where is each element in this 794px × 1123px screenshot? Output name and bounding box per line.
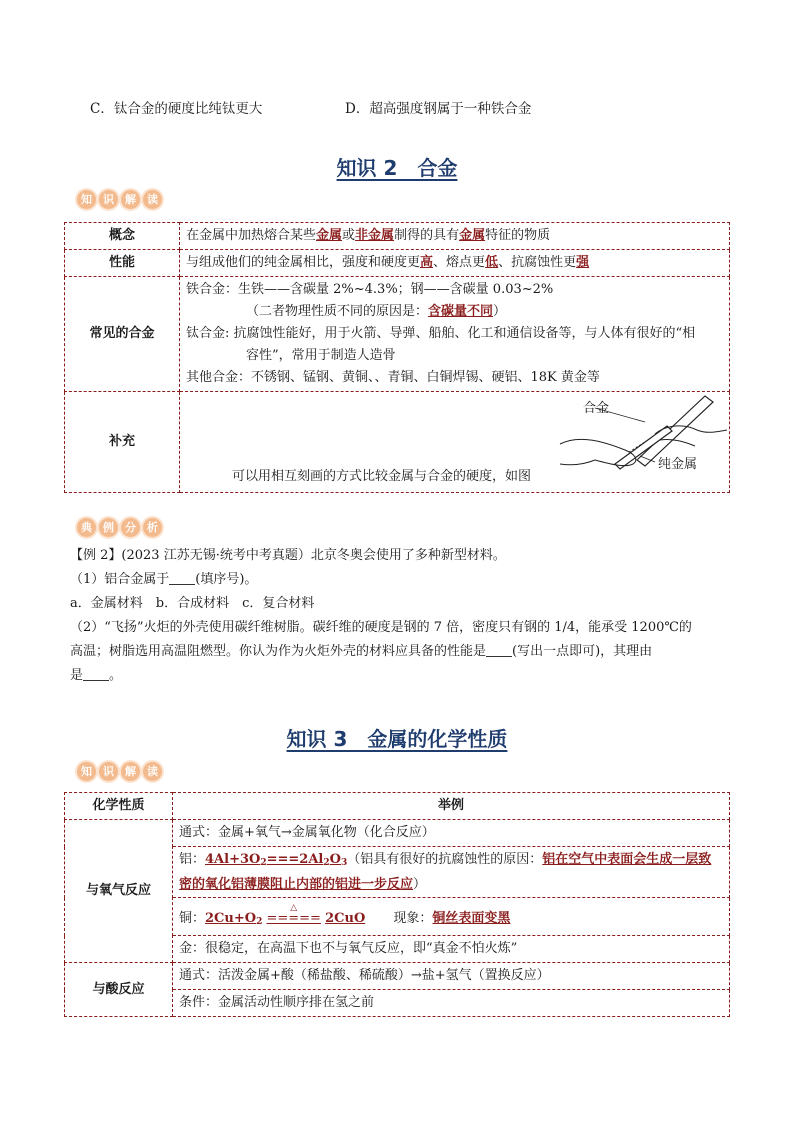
row-label: 常见的合金: [65, 277, 180, 392]
titanium-alloy-line-cont: 容性”，常用于制造人造骨: [246, 348, 396, 363]
badge-char: 典: [77, 518, 96, 537]
option-c: C．钛合金的硬度比纯钛更大: [90, 101, 263, 117]
table-header-row: [65, 793, 730, 820]
knowledge-badge: [77, 762, 162, 781]
section-heading-alloy: 知识 2 合金: [336, 156, 458, 180]
common-alloys-cell: [180, 277, 730, 392]
figure-label-alloy: 合金: [583, 401, 610, 416]
row-label: 补充: [65, 392, 180, 493]
property-cell: 与组成他们的纯金属相比，强度和硬度更高、熔点更低、抗腐蚀性更强: [180, 250, 730, 277]
other-alloys-line: 其他合金：不锈钢、锰钢、黄铜、、青铜、白铜焊锡、硬铝、18K 黄金等: [186, 370, 600, 385]
copper-cell: 铜：$2Cu+O_2$ △ ===== 2CuO 现象：铜丝表面变黑: [173, 898, 730, 936]
example-block: [70, 544, 730, 688]
knowledge-badge: [77, 190, 162, 209]
column-header: 化学性质: [65, 793, 173, 820]
acid-condition: 条件：金属活动性顺序排在氢之前: [173, 990, 730, 1017]
example-q1: （1）铝合金属于 (填序号)。: [70, 572, 258, 587]
badge-char: 例: [99, 518, 118, 537]
table-row: [65, 392, 730, 493]
example-q2-line3: 是 。: [70, 668, 123, 683]
example-badge: [77, 518, 162, 537]
badge-char: 析: [143, 518, 162, 537]
answer-blank[interactable]: [83, 666, 109, 681]
row-label: 与氧气反应: [65, 820, 173, 963]
table-row: [65, 820, 730, 847]
section-heading-chemical-properties: 知识 3 金属的化学性质: [286, 727, 508, 751]
row-label: 与酸反应: [65, 963, 173, 1017]
example-q2-line1: （2）“飞扬”火炬的外壳使用碳纤维树脂。碳纤维的硬度是钢的 7 倍，密度只有钢的 1/4，能承受 1200℃的: [70, 620, 692, 635]
badge-char: 识: [99, 190, 118, 209]
badge-char: 解: [121, 762, 140, 781]
iron-alloy-reason: （二者物理性质不同的原因是：含碳量不同）: [246, 304, 507, 319]
scratch-test-illustration: [555, 394, 730, 486]
table-row: [65, 277, 730, 392]
badge-char: 读: [143, 190, 162, 209]
supplement-cell: [180, 392, 730, 493]
badge-char: 知: [77, 762, 96, 781]
oxygen-general-formula: 通式：金属+氧气→金属氧化物（化合反应）: [173, 820, 730, 847]
option-d: D．超高强度钢属于一种铁合金: [345, 101, 532, 117]
supplement-text: 可以用相互刻画的方式比较金属与合金的硬度，如图: [232, 469, 532, 484]
iron-alloy-line: 铁合金：生铁——含碳量 2%~4.3%；钢——含碳量 0.03~2%: [186, 282, 554, 297]
badge-char: 读: [143, 762, 162, 781]
table-row: [65, 223, 730, 250]
row-label: 性能: [65, 250, 180, 277]
answer-blank[interactable]: [169, 570, 195, 585]
acid-general-formula: 通式：活泼金属+酸（稀盐酸、稀硫酸）→盐+氢气（置换反应）: [173, 963, 730, 990]
badge-char: 分: [121, 518, 140, 537]
concept-cell: 在金属中加热熔合某些金属或非金属制得的具有金属特征的物质: [180, 223, 730, 250]
answer-blank[interactable]: [486, 642, 512, 657]
badge-char: 知: [77, 190, 96, 209]
example-q1-options: a．金属材料 b．合成材料 c．复合材料: [70, 596, 315, 611]
row-label: 概念: [65, 223, 180, 250]
example-title: 【例 2】(2023 江苏无锡·统考中考真题）北京冬奥会使用了多种新型材料。: [70, 548, 506, 563]
badge-char: 解: [121, 190, 140, 209]
column-header: 举例: [173, 793, 730, 820]
badge-char: 识: [99, 762, 118, 781]
answer-options: [90, 97, 730, 117]
aluminum-cell: 铝：$4Al+3O_2===2Al_2O_3$（铝具有很好的抗腐蚀性的原因：铝在空气中表面会生成一层致 密的氧化铝薄膜阻止内部的铝进一步反应）: [173, 847, 730, 898]
table-row: [65, 250, 730, 277]
table-row: [65, 963, 730, 990]
example-q2-line2: 高温；树脂选用高温阻燃型。你认为作为火炬外壳的材料应具备的性能是 (写出一点即可)，其理由: [70, 644, 653, 659]
titanium-alloy-line: 钛合金: 抗腐蚀性能好，用于火箭、导弹、船舶、化工和通信设备等，与人体有很好的“相: [186, 326, 696, 341]
chemical-properties-table: [64, 792, 730, 1017]
heat-condition: △ =====: [266, 903, 321, 926]
gold-cell: 金：很稳定，在高温下也不与氧气反应，即“真金不怕火炼”: [173, 936, 730, 963]
alloy-table: [64, 222, 730, 493]
figure-label-pure-metal: 纯金属: [658, 457, 698, 472]
